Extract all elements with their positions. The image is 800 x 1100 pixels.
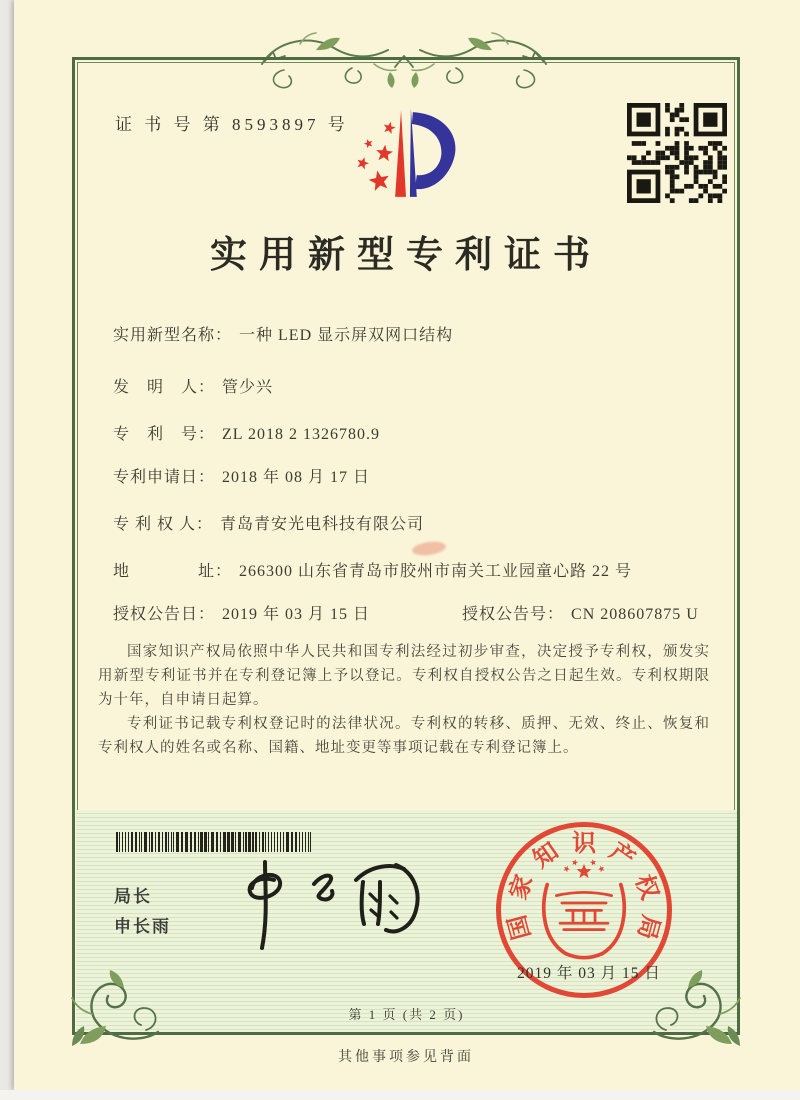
field-value: 2018 年 08 月 17 日: [222, 469, 371, 486]
field-label: 授权公告号：: [462, 606, 565, 623]
logo-stars: [357, 122, 395, 191]
corner-ornament-left: [60, 968, 168, 1056]
signature-band: [76, 810, 737, 1032]
signatory-name: 申长雨: [114, 917, 171, 936]
national-emblem-icon: [538, 858, 630, 970]
qr-code: [627, 103, 727, 203]
field-label: 专 利 号：: [113, 426, 216, 443]
field-value: CN 208607875 U: [571, 606, 699, 623]
field-label: 地 址：: [113, 563, 233, 580]
field-value: 2019 年 03 月 15 日: [222, 606, 371, 623]
logo-p-bowl: [412, 112, 456, 189]
field-value: 一种 LED 显示屏双网口结构: [239, 327, 454, 344]
director-signature: [222, 854, 434, 954]
field-label: 发 明 人：: [113, 379, 216, 396]
field-value: 管少兴: [222, 379, 274, 396]
field-value: 266300 山东省青岛市胶州市南关工业园童心路 22 号: [239, 563, 633, 580]
scan-edge: [0, 1090, 800, 1100]
legal-paragraph-1: 国家知识产权局依照中华人民共和国专利法经过初步审查，决定授予专利权，颁发实用新型专利证书并在专利登记簿上予以登记。专利权自授权公告之日起生效。专利权期限为十年，自申请日起算。: [98, 644, 710, 708]
certificate-number: 证 书 号 第 8593897 号: [115, 115, 349, 134]
field-row-inventor: [113, 374, 723, 397]
field-row-grant-date: [113, 601, 723, 624]
page-number: 第 1 页 (共 2 页): [348, 1007, 465, 1022]
field-label: 专利申请日：: [113, 469, 216, 486]
field-label: 授权公告日：: [113, 606, 216, 623]
field-row-patent-no: [113, 421, 723, 444]
logo-red-wedge: [395, 110, 406, 197]
field-row-address: [113, 558, 723, 581]
field-row-name: [113, 322, 723, 345]
field-value: ZL 2018 2 1326780.9: [222, 426, 380, 443]
signatory-role: 局长: [114, 887, 152, 906]
cnipa-logo: [340, 100, 468, 208]
field-label: 专 利 权 人：: [113, 516, 214, 533]
field-value: 青岛青安光电科技有限公司: [220, 516, 425, 533]
corner-ornament-right: [644, 968, 752, 1056]
field-row-filing-date: [113, 464, 723, 487]
field-row-patentee: [113, 511, 723, 534]
field-label: 实用新型名称：: [113, 327, 233, 344]
seal-arc-text: 国 家 知 识 产 权 局: [504, 830, 664, 943]
certificate-paper: [14, 0, 800, 1090]
grant-publication-number: [462, 601, 699, 624]
certificate-title: 实用新型专利证书: [210, 235, 602, 276]
signatory-block: [114, 882, 171, 942]
legal-paragraph-2: 专利证书记载专利权登记时的法律状况。专利权的转移、质押、无效、终止、恢复和专利权人的姓名或名称、国籍、地址变更等事项记载在专利登记簿上。: [98, 716, 710, 756]
seal-date: 2019 年 03 月 15 日: [517, 965, 661, 982]
barcode: [116, 832, 314, 852]
back-note: 其他事项参见背面: [338, 1050, 474, 1065]
